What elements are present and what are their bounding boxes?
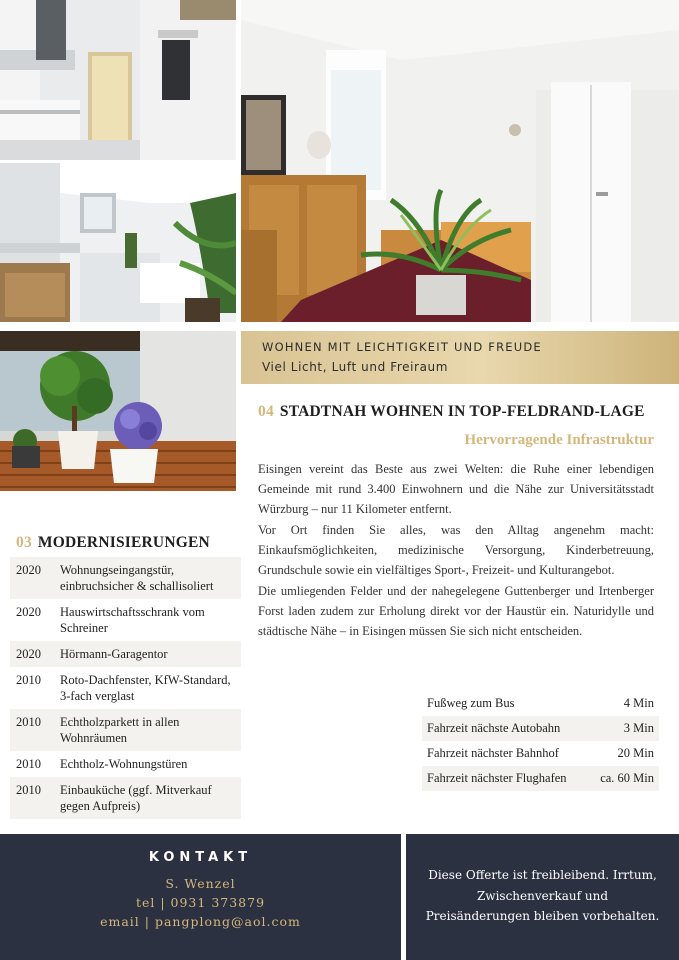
kitchen-photo (0, 0, 236, 160)
table-row (422, 716, 659, 741)
section-04-number: 04 (258, 403, 274, 420)
fact-value: 4 Min (623, 696, 654, 710)
disclaimer-line: Preisänderungen bleiben vorbehalten. (425, 909, 660, 923)
item-text: Echtholzparkett in allen Wohnräumen (60, 715, 180, 745)
contact-heading: KONTAKT (148, 850, 253, 865)
fact-value: 20 Min (617, 746, 654, 760)
section-04-heading: STADTNAH WOHNEN IN TOP-FELDRAND-LAGE (279, 403, 645, 420)
modernization-list (10, 557, 241, 819)
list-item (10, 599, 241, 641)
contact-phone[interactable]: tel | 0931 373879 (135, 895, 266, 910)
section-03-heading: MODERNISIERUNGEN (37, 534, 210, 551)
list-item (10, 641, 241, 667)
item-text: Echtholz-Wohnungstüren (60, 757, 188, 771)
item-year: 2010 (16, 783, 41, 797)
section-03-number: 03 (16, 534, 32, 551)
contact-name: S. Wenzel (165, 876, 236, 891)
item-text: Hauswirtschaftsschrank vom Schreiner (60, 605, 205, 635)
item-year: 2010 (16, 673, 41, 687)
item-text: Wohnungseingangstür, einbruchsicher & schallisoliert (60, 563, 214, 593)
section-04-subtitle: Hervorragende Infrastruktur (464, 432, 654, 448)
contact-email[interactable]: email | pangplong@aol.com (100, 914, 301, 929)
item-year: 2010 (16, 715, 41, 729)
fact-label: Fußweg zum Bus (427, 696, 515, 710)
list-item (10, 709, 241, 751)
section-03-title (16, 534, 210, 552)
item-year: 2010 (16, 757, 41, 771)
fact-label: Fahrzeit nächster Flughafen (427, 771, 567, 785)
distance-table (422, 691, 659, 791)
section-04-title (258, 403, 645, 421)
item-text: Hörmann-Garagentor (60, 647, 168, 661)
fact-label: Fahrzeit nächste Autobahn (427, 721, 561, 735)
balcony-photo (0, 331, 236, 491)
banner-subtitle: Viel Licht, Luft und Freiraum (262, 360, 449, 374)
slogan-banner (241, 331, 679, 384)
table-row (422, 741, 659, 766)
section-04-paragraph-1: Eisingen vereint das Beste aus zwei Welten: die Ruhe einer lebendigen Gemeinde mit rund 3.400 Einwohnern und die Nähe zur Universitätsstadt Würzburg – nur 11 Kilometer entfernt. (258, 462, 654, 516)
list-item (10, 777, 241, 819)
disclaimer-text (406, 834, 679, 927)
disclaimer-panel (406, 834, 679, 960)
banner-title: WOHNEN MIT LEICHTIGKEIT UND FREUDE (262, 340, 542, 354)
list-item (10, 751, 241, 777)
list-item (10, 667, 241, 709)
table-row (422, 691, 659, 716)
table-row (422, 766, 659, 791)
section-04-paragraph-3: Die umliegenden Felder und der nahegelegene Guttenberger und Irtenberger Forst laden zudem zur Erholung direkt vor der Haustür ein. Naturidylle und städtische Nähe – in Eisingen müssen Sie sich nicht entscheiden. (258, 584, 654, 638)
fact-value: 3 Min (623, 721, 654, 735)
fact-label: Fahrzeit nächster Bahnhof (427, 746, 559, 760)
item-year: 2020 (16, 647, 41, 661)
room-photo (241, 0, 679, 322)
item-text: Einbauküche (ggf. Mitverkauf gegen Aufpreis) (60, 783, 212, 813)
list-item (10, 557, 241, 599)
fact-value: ca. 60 Min (600, 771, 654, 785)
bathroom-photo (0, 163, 236, 322)
item-text: Roto-Dachfenster, KfW-Standard, 3-fach verglast (60, 673, 231, 703)
disclaimer-line: Zwischenverkauf und (476, 888, 609, 903)
item-year: 2020 (16, 605, 41, 619)
item-year: 2020 (16, 563, 41, 577)
contact-panel (0, 834, 401, 960)
disclaimer-line: Diese Offerte ist freibleibend. Irrtum, (428, 868, 657, 882)
section-04-paragraph-2: Vor Ort finden Sie alles, was den Alltag angenehm macht: Einkaufsmöglichkeiten, medizinische Versorgung, Kinderbetreuung, Grundschule sowie ein vielfältiges Sport-, Freizeit- und Kulturangebot. (258, 523, 654, 577)
